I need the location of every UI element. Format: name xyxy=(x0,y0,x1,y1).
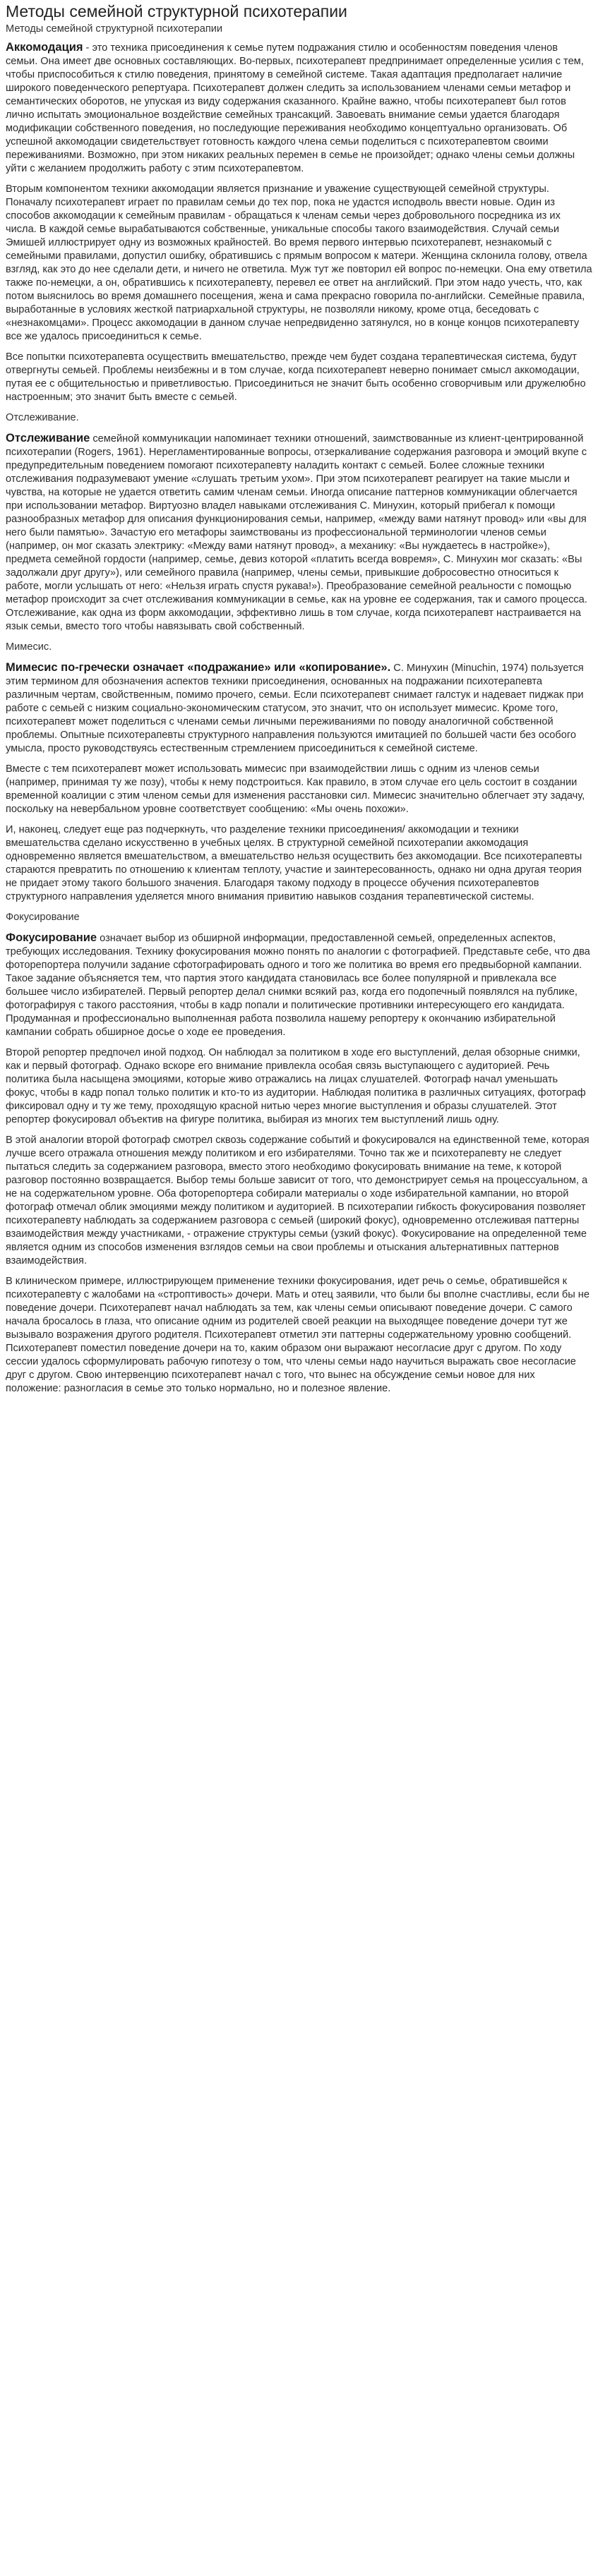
focusing-paragraph-2: Второй репортер предпочел иной подход. Он наблюдал за политиком в ходе его выступлений, делая обзорные снимки, как и первый фотограф. Однако вскоре его внимание привлекла особая связь выступающего с аудиторией. Речь политика была насыщена эмоциями, которые живо отражались на лицах слушателей. Фотограф начал уменьшать фокус, чтобы в кадр попал только политик и кто-то из аудитории. Наблюдая политика в различных ситуациях, фотограф фиксировал одну и ту же тему, проходящую красной нитью через многие выступления и образы слушателей. Этот репортер фокусировал объектив на фигуре политика, выбирая из многих тем выступлений лишь одну. xyxy=(6,1047,586,1125)
focusing-paragraph-1 xyxy=(6,931,592,1039)
mimesis-text-1: С. Минухин (Minuchin, 1974) пользуется этим термином для обозначения аспектов техники присоединения, основанных на подражании психотерапевта различным чертам, свойственным, помимо прочего, семьи. Если психотерапевт снимает галстук и надевает пиджак при работе с семьей с низким социально-экономическим статусом, это значит, что он использует мимесис. Кроме того, психотерапевт может поделиться с членами семьи личными переживаниями по поводу аналогичной собственной проблемы. Опытные психотерапевты структурного направления пользуются имитацией по большей части без особого умысла, просто руководствуясь естественным стремлением присоединиться к семейной системе. xyxy=(6,663,584,754)
tracking-text-1: семейной коммуникации напоминает техники отношений, заимствованные из клиент-центрированной психотерапии (Rogers, 1961). Нерегламентированные вопросы, отзеркаливание содержания разговора и эмоций вкупе с предупредительным поведением помогают психотерапевту наладить контакт с семьей. Более сложные техники отслеживания подразумевают умение «слушать третьим ухом». При этом психотерапевт реагирует на такие мысли и чувства, на которые не удается ответить самим членам семьи. Иногда описание паттернов коммуникации облегчается при использовании метафор. Виртуозно владел навыками отслеживания С. Минухин, который прибегал к помощи разнообразных метафор для описания функционирования семьи, например, «между вами натянут провод» или «вы для него были памятью». Зачастую его метафоры заимствованы из профессиональной терминологии членов семьи (например, он мог сказать электрику: «Между вами натянут провод», а механику: «Вы нуждаетесь в настройке»), предмета семейной гордости (например, семье, девиз которой «платить всегда вовремя», С. Минухин мог сказать: «Вы задолжали друг другу»), или семейного правила (например, члены семьи, привыкшие добросовестно относиться к работе, могли услышать от него: «Нельзя играть спустя рукава!»). Преобразование семейной реальности с помощью метафор происходит за счет отслеживания коммуникации в семье, как на уровне ее содержания, так и самого процесса. Отслеживание, как одна из форм аккомодации, эффективно лишь в том случае, когда психотерапевт настраивается на язык семьи, вместо того чтобы навязывать свой собственный. xyxy=(6,433,587,632)
focusing-heading: Фокусирование xyxy=(6,912,80,923)
accommodation-paragraph-1 xyxy=(6,41,592,176)
focusing-text-1: означает выбор из обширной информации, предоставленной семьей, определенных аспектов, требующих исследования. Технику фокусирования можно понять по аналогии с фотографией. Представьте себе, что два фоторепортера получили задание сфотографировать одного и того же политика во время его предвыборной кампании. Такое задание объясняется тем, что партия этого кандидата становилась все более популярной и привлекала все большее число избирателей. Первый репортер делал снимки всякий раз, когда его подопечный появлялся на публике, фотографируя с такого расстояния, чтобы в кадр попали и политические противники интересующего его кандидата. Продуманная и профессионально выполненная работа позволила нашему репортеру к окончанию избирательной кампании собрать обширное досье о ходе ее проведения. xyxy=(6,933,590,1038)
accommodation-paragraph-3: Все попытки психотерапевта осуществить вмешательство, прежде чем будет создана терапевтическая система, будут отвергнуты семьей. Проблемы неизбежны и в том случае, когда психотерапевт неверно понимает смысл аккомодации, путая ее с общительностью и приветливостью. Присоединиться не значит быть особенно сговорчивым или дружелюбно настроенным; это значит быть вместе с семьей. xyxy=(6,351,586,403)
mimesis-paragraph-1 xyxy=(6,661,592,756)
mimesis-heading: Мимесис. xyxy=(6,641,52,653)
focusing-paragraph-4: В клиническом примере, иллюстрирующем применение техники фокусирования, идет речь о семье, обратившейся к психотерапевту с жалобами на «строптивость» дочери. Мать и отец заявили, что были бы вполне счастливы, если бы не поведение дочери. Психотерапевт начал наблюдать за тем, как члены семьи описывают поведение дочери. С самого начала бросалось в глаза, что описание одним из родителей своей реакции на выходящее поведение дочери тут же вызывало возражения другого родителя. Психотерапевт отметил эти паттерны содержательному уровню сообщений. Психотерапевт поместил поведение дочери на то, каким образом они выражают несогласие друг с другом. По ходу сессии удалось сформулировать рабочую гипотезу о том, что члены семьи надо научиться выражать свое несогласие друг с другом. Свою интервенцию психотерапевт начал с того, что вынес на обсуждение семьи новое для них положение: разногласия в семье это только нормально, но и полезное явление. xyxy=(6,1276,590,1394)
accommodation-paragraph-2: Вторым компонентом техники аккомодации является признание и уважение существующей семейной структуры. Поначалу психотерапевт играет по правилам семьи до тех пор, пока не удастся исподволь ввести новые. Один из способов аккомодации к семейным правилам - обращаться к членам семьи через добровольного посредника из их числа. В каждой семье вырабатываются собственные, уникальные способы такого взаимодействия. Случай семьи Эмишей иллюстрирует одну из возможных крайностей. Во время первого интервью психотерапевт, незнакомый с семейными правилами, допустил ошибку, обратившись с прямым вопросом к матери. Женщина склонила голову, отвела взгляд, как это до нее сделали дети, и ничего не ответила. Муж тут же повторил ей вопрос по-немецки. Она ему ответила также по-немецки, а он, обратившись к психотерапевту, перевел ее ответ на английский. При этом надо учесть, что, как потом выяснилось во время домашнего посещения, жена и сама прекрасно говорила по-английски. Семейные правила, выработанные в условиях жесткой патриархальной структуры, не позволяли никому, кроме отца, беседовать с «незнакомцами». Процесс аккомодации в данном случае непредвиденно затянулся, но в конце концов психотерапевту все же удалось присоединиться к семье. xyxy=(6,183,592,342)
term-focusing: Фокусирование xyxy=(6,931,97,944)
term-accommodation: Аккомодация xyxy=(6,41,83,54)
mimesis-paragraph-2: Вместе с тем психотерапевт может использовать мимесис при взаимодействии лишь с одним из членов семьи (например, принимая ту же позу), чтобы к нему подстроиться. Как правило, в этом случае его цель состоит в создании временной коалиции с этим членом семьи для изменения расстановки сил. Мимесис значительно облегчает эту задачу, поскольку на невербальном уровне соответствует сообщению: «Мы очень похожи». xyxy=(6,763,585,815)
focusing-paragraph-3: В этой аналогии второй фотограф смотрел сквозь содержание событий и фокусировался на единственной теме, которая лучше всего отражала отношения между политиком и его избирателями. Точно так же и психотерапевту не следует пытаться следить за содержанием разговора, вместо этого необходимо фокусировать внимание на теме, к которой разговор постоянно возвращается. Выбор темы больше зависит от того, что демонстрирует семья на процессуальном, а не на содержательном уровне. Оба фоторепортера собирали материалы о ходе избирательной кампании, но второй фотограф отмечал облик эмоциями между политиком и аудиторией. В психотерапии гибкость фокусирования позволяет психотерапевту наблюдать за содержанием разговора с семьей (широкий фокус), одновременно отслеживая паттерны взаимодействия между участниками, - отражение структуры семьи (узкий фокус). Фокусирование на определенной теме является одним из способов изменения взглядов семьи на свои проблемы и отыскания альтернативных паттернов взаимодействия. xyxy=(6,1135,590,1266)
mimesis-paragraph-3: И, наконец, следует еще раз подчеркнуть, что разделение техники присоединения/ аккомодации и техники вмешательства сделано искусственно в учебных целях. В структурной семейной психотерапии аккомодация одновременно является вмешательством, а вмешательство нельзя осуществить без аккомодации. Все психотерапевты стараются превратить по отношению к клиентам теплоту, участие и заинтересованность, однако ни одна другая теория не придает этому такого большого значения. Благодаря такому подходу в процессе обучения психотерапевтов структурного направления уделяется много внимания привитию навыков создания терапевтической системы. xyxy=(6,824,582,902)
accommodation-text-1: - это техника присоединения к семье путем подражания стилю и особенностям поведения членов семьи. Она имеет две основных составляющих. Во-первых, психотерапевт предпринимает определенные усилия с тем, чтобы приспособиться к стилю поведения, принятому в семейной системе. Такая адаптация предполагает наличие широкого поведенческого репертуара. Психотерапевт должен следить за использованием членами семьи метафор и семантических оборотов, не упуская из виду содержания сказанного. Крайне важно, чтобы психотерапевт был готов лично испытать эмоциональное воздействие семейных трансакций. Завоевать внимание семьи удается благодаря модификации собственного поведения, но последующие переживания необходимо концептуально организовать. Об успешной аккомодации свидетельствует готовность каждого члена семьи поделиться с психотерапевтом своими переживаниями. Возможно, при этом никаких реальных перемен в семье не произойдет; однако члены семьи должны уйти с желанием продолжить работу с этим психотерапевтом. xyxy=(6,42,584,174)
mimesis-lead: Мимесис по-гречески означает «подражание» или «копирование». xyxy=(6,661,391,674)
subtitle: Методы семейной структурной психотерапии xyxy=(6,23,223,35)
term-tracking: Отслеживание xyxy=(6,432,90,445)
tracking-paragraph-1 xyxy=(6,432,592,634)
tracking-heading: Отслеживание. xyxy=(6,412,79,423)
page-title: Методы семейной структурной психотерапии xyxy=(6,2,347,20)
